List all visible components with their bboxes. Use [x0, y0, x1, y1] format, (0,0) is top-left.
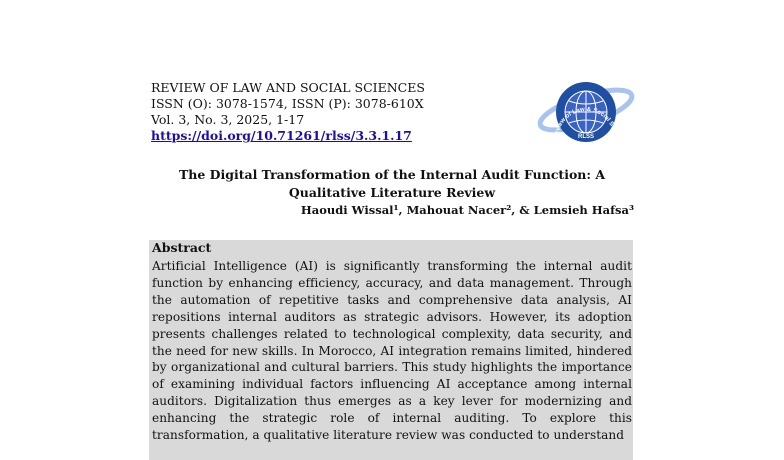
logo-ring-text: Review of Law & Social Scien — [552, 105, 620, 140]
title-line-2: Qualitative Literature Review — [288, 185, 496, 200]
abstract-heading: Abstract — [152, 240, 212, 255]
journal-volume: Vol. 3, No. 3, 2025, 1-17 — [151, 112, 305, 127]
title-line-1: The Digital Transformation of the Internal Audit Function: A — [178, 167, 606, 182]
journal-logo — [530, 72, 642, 150]
journal-header — [151, 80, 425, 144]
abstract-text: Artificial Intelligence (AI) is significantly transforming the internal audit function by enhancing efficiency, accuracy, and data management. Through the automation of repetitive tasks and comprehensive data analysis, AI repositions internal auditors as strategic advisors. However, its adoption presents challenges related to technological complexity, data security, and the need for new skills. In Morocco, AI integration remains limited, hindered by organizational and cultural barriers. This study highlights the importance of examining individual factors influencing AI acceptance among internal auditors. Digitalization thus emerges as a key lever for modernizing and enhancing the strategic role of internal auditing. To explore this transformation, a qualitative literature review was conducted to understand — [152, 259, 632, 443]
journal-issn: ISSN (O): 3078-1574, ISSN (P): 3078-610X — [151, 96, 424, 111]
doi-link[interactable]: https://doi.org/10.71261/rlss/3.3.1.17 — [151, 128, 412, 143]
logo-abbr: RLSS — [577, 134, 595, 140]
journal-name: REVIEW OF LAW AND SOCIAL SCIENCES — [151, 80, 425, 95]
article-title — [150, 166, 634, 202]
article-authors: Haoudi Wissal¹, Mahouat Nacer², & Lemsieh Hafsa³ — [300, 203, 634, 217]
